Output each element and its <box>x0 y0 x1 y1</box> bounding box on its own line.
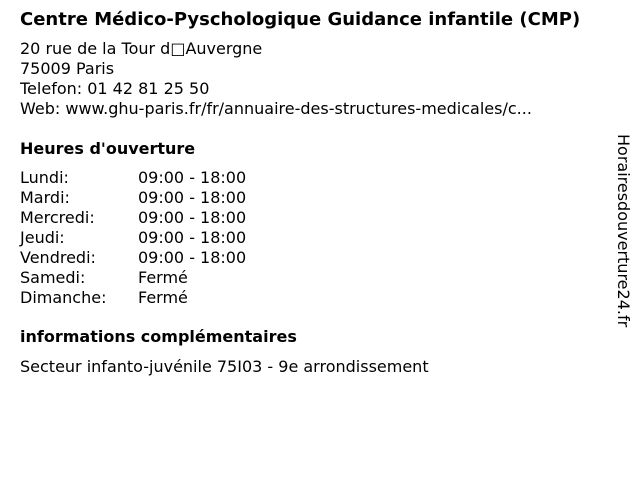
site-watermark: Horairesdouverture24.fr <box>614 134 633 328</box>
day-label: Vendredi: <box>20 248 96 267</box>
day-hours: Fermé <box>138 288 188 307</box>
day-label: Mercredi: <box>20 208 95 227</box>
additional-info-heading: informations complémentaires <box>20 327 297 346</box>
opening-hours-table <box>20 168 612 308</box>
web-line[interactable]: Web: www.ghu-paris.fr/fr/annuaire-des-structures-medicales/c... <box>20 99 532 118</box>
day-label: Jeudi: <box>20 228 65 247</box>
day-label: Mardi: <box>20 188 70 207</box>
day-label: Lundi: <box>20 168 69 187</box>
hours-row-thursday <box>20 228 612 248</box>
city-postal: 75009 Paris <box>20 59 115 78</box>
additional-info-text: Secteur infanto-juvénile 75I03 - 9e arrondissement <box>20 357 429 376</box>
day-hours: 09:00 - 18:00 <box>138 188 247 207</box>
street-address: 20 rue de la Tour d□Auvergne <box>20 39 263 58</box>
address-block <box>20 39 612 119</box>
hours-row-monday <box>20 168 612 188</box>
place-title: Centre Médico-Pyschologique Guidance infantile (CMP) <box>20 9 581 30</box>
hours-row-friday <box>20 248 612 268</box>
hours-row-saturday <box>20 268 612 288</box>
day-hours: 09:00 - 18:00 <box>138 248 247 267</box>
hours-row-tuesday <box>20 188 612 208</box>
day-hours: Fermé <box>138 268 188 287</box>
hours-row-sunday <box>20 288 612 308</box>
hours-row-wednesday <box>20 208 612 228</box>
day-hours: 09:00 - 18:00 <box>138 168 247 187</box>
place-card <box>20 10 612 377</box>
day-hours: 09:00 - 18:00 <box>138 228 247 247</box>
day-label: Samedi: <box>20 268 86 287</box>
opening-hours-heading: Heures d'ouverture <box>20 139 196 158</box>
phone-line[interactable]: Telefon: 01 42 81 25 50 <box>20 79 210 98</box>
day-label: Dimanche: <box>20 288 107 307</box>
day-hours: 09:00 - 18:00 <box>138 208 247 227</box>
